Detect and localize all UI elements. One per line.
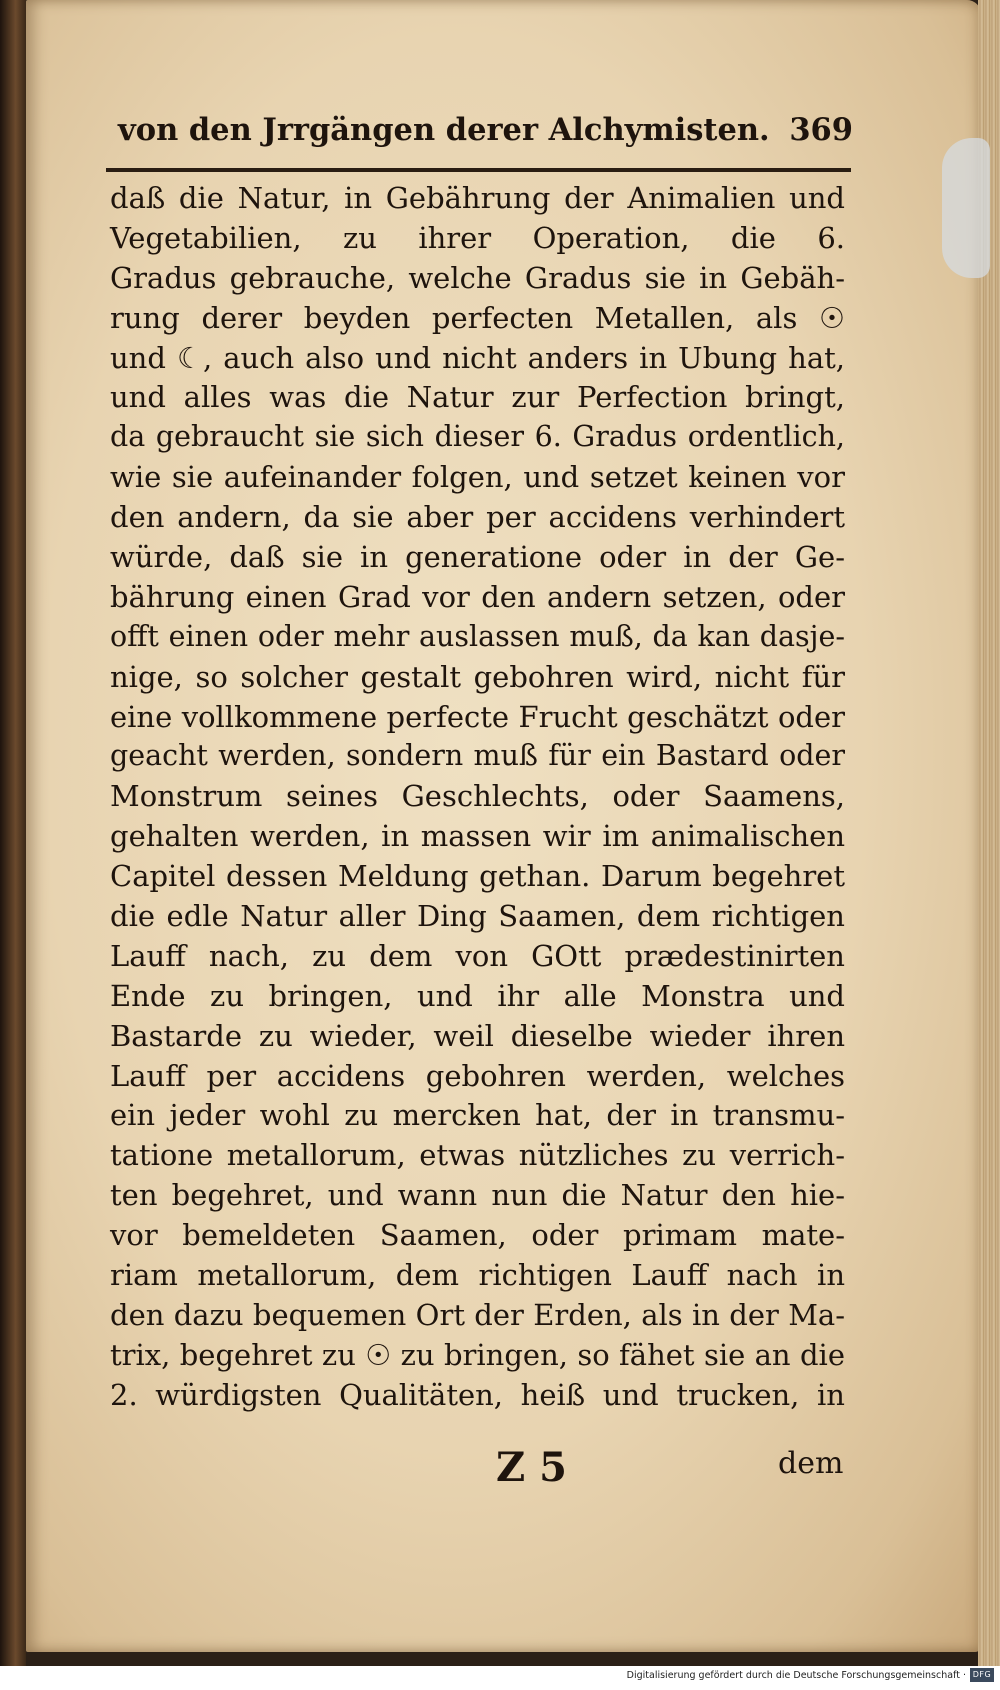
text-line: die edle Natur aller Ding Saamen, dem richtigen xyxy=(110,899,845,934)
text-line: vor bemeldeten Saamen, oder primam mate- xyxy=(110,1218,845,1253)
body-text xyxy=(110,178,845,1415)
text-line: den dazu bequemen Ort der Erden, als in der Ma- xyxy=(110,1297,845,1332)
text-line: da gebraucht sie sich dieser 6. Gradus ordentlich, xyxy=(110,420,845,454)
text-line: den andern, da sie aber per accidens verhindert xyxy=(110,500,845,535)
head-rule-line xyxy=(106,168,851,172)
text-line: offt einen oder mehr auslassen muß, da kan dasje- xyxy=(110,619,845,653)
text-line: rung derer beyden perfecten Metallen, als ☉ xyxy=(110,300,845,335)
text-line: bährung einen Grad vor den andern setzen, oder xyxy=(110,579,845,614)
bookmark-tab xyxy=(942,138,990,278)
text-line: nige, so solcher gestalt gebohren wird, nicht für xyxy=(110,659,845,694)
text-line: ein jeder wohl zu mercken hat, der in transmu- xyxy=(110,1098,845,1133)
text-line: Lauff nach, zu dem von GOtt prædestinirten xyxy=(110,938,845,973)
text-line: geacht werden, sondern muß für ein Bastard oder xyxy=(110,739,845,773)
book-spine-edge xyxy=(0,0,26,1666)
signature-mark: Z 5 xyxy=(496,1444,567,1491)
running-head-title: von den Jrrgängen derer Alchymisten. xyxy=(118,112,770,148)
text-line: würde, daß sie in generatione oder in der Ge- xyxy=(110,540,845,575)
text-line: Lauff per accidens gebohren werden, welches xyxy=(110,1058,845,1093)
text-line: riam metallorum, dem richtigen Lauff nach in xyxy=(110,1258,845,1293)
digitization-credit: Digitalisierung gefördert durch die Deutsche Forschungsgemeinschaft · xyxy=(626,1670,966,1681)
paper-page xyxy=(26,0,981,1652)
text-line: Ende zu bringen, und ihr alle Monstra und xyxy=(110,978,845,1013)
text-line: und alles was die Natur zur Perfection bringt, xyxy=(110,380,845,415)
text-line: trix, begehret zu ☉ zu bringen, so fähet sie an die xyxy=(110,1337,845,1372)
text-line: wie sie aufeinander folgen, und setzet keinen vor xyxy=(110,460,845,495)
text-line: tatione metallorum, etwas nützliches zu verrich- xyxy=(110,1138,845,1173)
dfg-logo: DFG xyxy=(970,1668,994,1682)
text-line: 2. würdigsten Qualitäten, heiß und trucken, in xyxy=(110,1377,845,1412)
text-line: Vegetabilien, zu ihrer Operation, die 6. xyxy=(110,220,845,255)
text-line: Capitel dessen Meldung gethan. Darum begehret xyxy=(110,859,845,894)
text-line: und ☾, auch also und nicht anders in Ubung hat, xyxy=(110,340,845,375)
text-line: Bastarde zu wieder, weil dieselbe wieder ihren xyxy=(110,1018,845,1053)
text-line: daß die Natur, in Gebährung der Animalien und xyxy=(110,181,845,215)
text-line: gehalten werden, in massen wir im animalischen xyxy=(110,819,845,854)
text-line: ten begehret, und wann nun die Natur den hie- xyxy=(110,1178,845,1213)
text-line: eine vollkommene perfecte Frucht geschätzt oder xyxy=(110,699,845,734)
text-line: Gradus gebrauche, welche Gradus sie in Gebäh- xyxy=(110,260,845,295)
running-head xyxy=(118,112,853,164)
catchword: dem xyxy=(778,1446,844,1481)
text-line: Monstrum seines Geschlechts, oder Saamens, xyxy=(110,779,845,814)
page-number: 369 xyxy=(789,112,853,148)
